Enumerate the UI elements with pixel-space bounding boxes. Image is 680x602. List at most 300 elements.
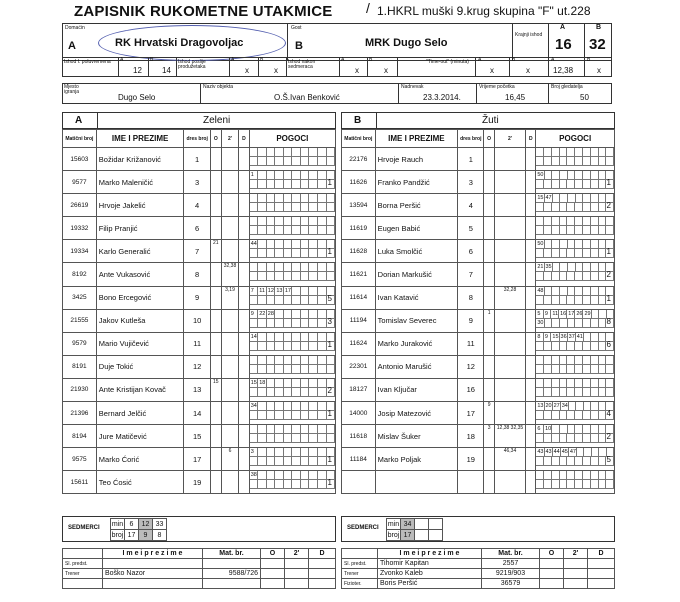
player-mat: 15603 xyxy=(63,148,97,171)
player-number: 7 xyxy=(184,240,210,263)
goal-minute: 43 xyxy=(537,449,544,456)
goal-minute xyxy=(318,217,327,226)
goal-minute xyxy=(544,157,552,166)
player-suspension xyxy=(494,171,525,194)
player-warning xyxy=(484,148,494,171)
team-a-color: Zeleni xyxy=(203,115,231,126)
player-name: Antonio Marušić xyxy=(375,355,457,378)
goal-minute xyxy=(552,217,560,226)
goal-minute xyxy=(301,226,310,235)
hall-value: O.Š.Ivan Benković xyxy=(274,93,340,102)
player-name: Filip Pranjić xyxy=(96,217,184,240)
player-goal-total: 8 xyxy=(606,316,611,326)
mat-header: Matični broj xyxy=(63,130,97,148)
player-row xyxy=(342,240,615,263)
goal-minute xyxy=(318,240,327,249)
rep-b-name: Tihomir Kapitan xyxy=(378,559,482,569)
two-header: 2' xyxy=(494,130,525,148)
goal-minute xyxy=(284,148,293,157)
player-row xyxy=(342,286,615,309)
goal-minute xyxy=(536,471,544,480)
goal-minute xyxy=(301,457,310,466)
goal-minute xyxy=(292,388,301,397)
goal-minute xyxy=(267,272,276,281)
goal-minute xyxy=(575,388,583,397)
goal-minute: 15 xyxy=(250,379,257,386)
halftime-a: 12 xyxy=(133,66,142,75)
player-warning: 15 xyxy=(210,378,221,401)
goal-minute xyxy=(292,379,301,388)
goal-minute xyxy=(575,457,583,466)
date-label: Nadnevak xyxy=(401,84,424,90)
player-warning xyxy=(484,448,494,471)
goal-minute xyxy=(599,411,607,420)
goal-minute xyxy=(560,365,568,374)
goal-minute xyxy=(606,471,614,480)
goal-minute xyxy=(536,411,544,420)
player-warning xyxy=(210,471,221,494)
goal-minute xyxy=(301,425,310,434)
goal-minute xyxy=(292,471,301,480)
goal-minute xyxy=(606,379,614,388)
goal-minute xyxy=(575,365,583,374)
goal-minute xyxy=(309,319,318,328)
goal-minute xyxy=(545,319,553,328)
goal-minute xyxy=(599,296,607,305)
player-suspension xyxy=(494,332,525,355)
physio-b-mat: 36579 xyxy=(482,579,540,589)
goal-minute xyxy=(568,194,576,203)
coach-b-mat: 9219/903 xyxy=(482,569,540,579)
extra-time-label: Ishod poslije produžetaka xyxy=(178,59,206,70)
player-suspension xyxy=(221,240,239,263)
goal-minute: 34 xyxy=(561,403,568,410)
player-goal-total: 1 xyxy=(606,293,611,303)
goal-minute xyxy=(599,457,607,466)
player-name: Mislav Šuker xyxy=(375,425,457,448)
goal-minute xyxy=(275,457,284,466)
goal-minute xyxy=(275,402,284,411)
goal-minute xyxy=(258,157,267,166)
player-row xyxy=(342,448,615,471)
goal-minute xyxy=(258,319,267,328)
d-header: D xyxy=(239,130,249,148)
player-row xyxy=(63,217,336,240)
player-row xyxy=(63,425,336,448)
player-warning: 3 xyxy=(484,425,494,448)
goal-minute xyxy=(267,203,276,212)
goal-minute xyxy=(250,480,259,489)
player-name: Marko Maleničić xyxy=(96,171,184,194)
goal-minute xyxy=(583,471,591,480)
goal-minute xyxy=(301,157,310,166)
goal-minute xyxy=(568,263,576,272)
player-mat xyxy=(342,471,376,494)
goal-minute xyxy=(258,217,267,226)
goal-minute xyxy=(591,249,599,258)
goal-minute xyxy=(567,217,575,226)
goal-minute xyxy=(606,148,614,157)
player-warning xyxy=(484,217,494,240)
goal-minute xyxy=(591,425,599,434)
goal-minute: 21 xyxy=(537,264,544,271)
player-goals xyxy=(249,240,335,263)
goal-minute xyxy=(552,342,560,351)
goal-minute xyxy=(258,272,267,281)
goal-minute xyxy=(560,471,568,480)
goal-minute: 11 xyxy=(552,310,559,317)
goal-minute xyxy=(599,388,607,397)
goal-minute xyxy=(544,379,552,388)
goal-minute xyxy=(250,180,259,189)
player-warning xyxy=(484,194,494,217)
player-number: 8 xyxy=(458,286,484,309)
player-goal-total: 2 xyxy=(606,432,611,442)
goal-minute xyxy=(275,194,284,203)
player-disqual xyxy=(239,448,249,471)
player-number: 5 xyxy=(458,217,484,240)
goal-minute: 3 xyxy=(250,448,259,457)
player-suspension xyxy=(221,378,239,401)
goal-minute xyxy=(292,180,301,189)
goal-minute xyxy=(284,342,293,351)
player-suspension: 6 xyxy=(221,448,239,471)
goal-minute xyxy=(569,402,577,411)
goal-minute: 1 xyxy=(250,171,259,180)
goal-minute xyxy=(552,287,560,296)
goal-minute xyxy=(292,296,301,305)
goal-minute: 5 xyxy=(536,310,543,319)
coach-a-name: Boško Nazor xyxy=(103,569,203,579)
goal-minute xyxy=(583,272,591,281)
place-value: Dugo Selo xyxy=(118,93,156,102)
goal-minute xyxy=(292,148,301,157)
player-goals xyxy=(249,217,335,240)
goal-minute xyxy=(284,425,293,434)
player-mat: 11184 xyxy=(342,448,376,471)
goal-minute: 27 xyxy=(553,403,560,410)
goal-minute xyxy=(591,217,599,226)
goal-minute xyxy=(591,411,599,420)
goal-minute xyxy=(583,342,591,351)
goal-minute xyxy=(591,434,599,443)
goal-minute: 35 xyxy=(545,264,552,271)
player-suspension xyxy=(494,402,525,425)
goal-minute xyxy=(606,157,614,166)
goal-minute xyxy=(536,457,544,466)
goal-minute xyxy=(309,180,318,189)
player-warning xyxy=(210,425,221,448)
goal-minute xyxy=(599,356,607,365)
goal-minute xyxy=(327,217,336,226)
player-suspension xyxy=(221,171,239,194)
player-row xyxy=(63,263,336,286)
player-mat: 19332 xyxy=(63,217,97,240)
player-warning xyxy=(210,402,221,425)
goal-minute xyxy=(267,448,276,457)
goal-minute xyxy=(583,157,591,166)
goal-minute xyxy=(250,411,259,420)
goal-minute: 30 xyxy=(537,319,544,326)
player-goals xyxy=(249,378,335,401)
goal-minute xyxy=(552,240,560,249)
goal-minute xyxy=(292,240,301,249)
timeout-label: "Time-out" (minuta) xyxy=(426,59,469,65)
goal-minute xyxy=(560,425,568,434)
player-goal-total: 5 xyxy=(606,455,611,465)
goal-minute xyxy=(292,457,301,466)
goal-minute xyxy=(560,249,568,258)
timeout-a1: x xyxy=(490,66,494,75)
team-b-penalties: min 34 broj 17 xyxy=(386,518,443,541)
goal-minute xyxy=(309,434,318,443)
goal-minute xyxy=(275,296,284,305)
goal-minute xyxy=(250,388,259,397)
player-number: 12 xyxy=(458,355,484,378)
goal-minute xyxy=(309,365,318,374)
goal-minute xyxy=(318,310,327,319)
goal-minute xyxy=(583,388,591,397)
goal-minute xyxy=(560,379,568,388)
player-goals xyxy=(536,355,615,378)
goal-minute xyxy=(536,157,544,166)
goal-minute xyxy=(301,203,310,212)
goal-minute xyxy=(599,448,606,457)
goal-minute xyxy=(284,296,293,305)
goal-minute: 37 xyxy=(568,333,575,340)
goal-minute xyxy=(567,203,575,212)
goal-minute xyxy=(583,171,591,180)
goal-minute xyxy=(318,425,327,434)
goal-minute xyxy=(258,448,267,457)
goal-minute xyxy=(560,171,568,180)
goal-minute xyxy=(275,333,284,342)
goal-minute xyxy=(583,434,591,443)
goal-minute xyxy=(292,217,301,226)
goal-minute xyxy=(284,457,293,466)
goal-minute xyxy=(309,249,318,258)
goal-minute xyxy=(318,319,327,328)
goal-minute xyxy=(553,194,561,203)
goal-minute xyxy=(309,356,318,365)
player-mat: 9579 xyxy=(63,332,97,355)
player-suspension xyxy=(221,217,239,240)
goal-minute xyxy=(591,296,599,305)
goal-minute xyxy=(536,296,544,305)
player-disqual xyxy=(526,378,536,401)
goal-minute xyxy=(284,388,293,397)
player-goals xyxy=(249,148,335,171)
player-mat: 22301 xyxy=(342,355,376,378)
goal-minute xyxy=(258,171,267,180)
goal-minute xyxy=(552,148,560,157)
goal-minute xyxy=(284,263,293,272)
goal-minute xyxy=(292,333,301,342)
goal-minute xyxy=(560,157,568,166)
player-goals xyxy=(536,240,615,263)
team-b-color: Žuti xyxy=(482,115,499,126)
goal-minute xyxy=(575,434,583,443)
goal-minute xyxy=(567,249,575,258)
goal-minute xyxy=(275,203,284,212)
goal-minute xyxy=(591,388,599,397)
player-goal-total: 4 xyxy=(606,409,611,419)
player-number: 10 xyxy=(184,309,210,332)
player-name: Duje Tokić xyxy=(96,355,184,378)
goal-minute xyxy=(292,157,301,166)
player-name: Ivan Katavić xyxy=(375,286,457,309)
goal-minute xyxy=(552,356,560,365)
goal-minute xyxy=(318,194,327,203)
player-suspension xyxy=(221,309,239,332)
goal-minute: 15 xyxy=(552,333,559,340)
goal-minute xyxy=(567,471,575,480)
after-a: x xyxy=(355,66,359,75)
goal-minute xyxy=(575,226,583,235)
player-name: Jakov Kutleša xyxy=(96,309,184,332)
player-suspension xyxy=(494,471,525,494)
goal-minute xyxy=(544,388,552,397)
player-number: 17 xyxy=(458,402,484,425)
goal-minute xyxy=(552,434,560,443)
player-goals xyxy=(249,194,335,217)
goal-minute xyxy=(275,471,284,480)
goal-minute xyxy=(284,411,293,420)
player-number: 12 xyxy=(184,355,210,378)
player-goals xyxy=(536,171,615,194)
goal-minute xyxy=(599,148,607,157)
player-suspension xyxy=(494,263,525,286)
goal-minute xyxy=(258,148,267,157)
goal-minute xyxy=(583,263,591,272)
goal-minute xyxy=(536,203,544,212)
goal-minute xyxy=(536,480,544,489)
player-goals xyxy=(249,355,335,378)
team-a-penalties: min 6 12 33 broj 17 9 8 xyxy=(110,518,167,541)
player-number: 19 xyxy=(458,448,484,471)
player-disqual xyxy=(526,240,536,263)
goal-minute xyxy=(301,240,310,249)
goal-minute xyxy=(583,457,591,466)
goal-minute xyxy=(292,356,301,365)
player-goals xyxy=(249,471,335,494)
goal-minute xyxy=(284,434,293,443)
goal-minute xyxy=(544,296,552,305)
player-name: Marko Poljak xyxy=(375,448,457,471)
player-suspension xyxy=(221,148,239,171)
player-mat: 9577 xyxy=(63,171,97,194)
goal-minute xyxy=(536,180,544,189)
player-name xyxy=(375,471,457,494)
goal-minute xyxy=(567,296,575,305)
player-warning: 1 xyxy=(484,309,494,332)
player-name: Bernard Jelčić xyxy=(96,402,184,425)
goal-minute xyxy=(544,148,552,157)
goal-minute xyxy=(591,263,599,272)
player-mat: 8191 xyxy=(63,355,97,378)
goal-minute: 45 xyxy=(561,449,568,456)
player-row xyxy=(342,355,615,378)
goal-minute: 8 xyxy=(536,333,544,342)
player-goals xyxy=(536,309,615,332)
goal-minute: 15 xyxy=(537,195,544,202)
goal-minute xyxy=(267,471,276,480)
goal-minute xyxy=(544,434,552,443)
player-goal-total: 1 xyxy=(606,178,611,188)
player-disqual xyxy=(239,378,249,401)
goal-minute xyxy=(583,203,591,212)
player-name: Hrvoje Rauch xyxy=(375,148,457,171)
goal-minute xyxy=(301,287,310,296)
player-name: Teo Ćosić xyxy=(96,471,184,494)
goal-minute xyxy=(575,425,583,434)
hall-label: Naziv objekta xyxy=(203,84,234,90)
player-mat: 8192 xyxy=(63,263,97,286)
goal-minute xyxy=(327,272,336,281)
goal-minute xyxy=(284,157,293,166)
goal-minute xyxy=(552,425,560,434)
two-header: 2' xyxy=(221,130,239,148)
timeout-a2: 12,38 xyxy=(553,66,574,75)
goal-minute xyxy=(301,480,310,489)
goal-minute xyxy=(536,365,544,374)
player-suspension xyxy=(494,194,525,217)
goal-minute xyxy=(318,388,327,397)
goal-minute xyxy=(591,342,599,351)
player-goals xyxy=(249,448,335,471)
goal-minute: 9 xyxy=(250,310,259,319)
goal-minute xyxy=(275,411,284,420)
goal-minute xyxy=(575,180,583,189)
goal-minute xyxy=(250,203,259,212)
guest-label: Gost xyxy=(291,25,302,31)
player-number: 4 xyxy=(458,194,484,217)
goal-minute xyxy=(258,388,267,397)
goal-minute xyxy=(250,434,259,443)
goal-minute xyxy=(250,425,259,434)
goal-minute xyxy=(318,226,327,235)
goal-minute xyxy=(292,171,301,180)
goal-minute xyxy=(301,180,310,189)
goal-minute xyxy=(567,272,575,281)
team-b-roster xyxy=(341,129,615,494)
goal-minute: 41 xyxy=(576,333,583,340)
goal-minute xyxy=(599,157,607,166)
player-row xyxy=(63,148,336,171)
goal-minute xyxy=(275,240,284,249)
goal-minute xyxy=(327,263,336,272)
player-number xyxy=(458,471,484,494)
place-label: Mjesto igranja xyxy=(64,84,80,95)
goal-minute xyxy=(575,203,583,212)
goal-minute xyxy=(583,194,591,203)
goal-minute xyxy=(267,342,276,351)
player-disqual xyxy=(526,402,536,425)
player-goal-total: 1 xyxy=(606,247,611,257)
goal-minute xyxy=(267,333,276,342)
goal-minute xyxy=(606,226,614,235)
halftime-b: 14 xyxy=(162,66,171,75)
player-suspension xyxy=(494,309,525,332)
goal-minute xyxy=(536,217,544,226)
goal-minute xyxy=(544,356,552,365)
guest-letter: B xyxy=(295,40,303,52)
goal-minute xyxy=(309,226,318,235)
goal-minute xyxy=(599,379,607,388)
goal-minute xyxy=(284,319,293,328)
goal-minute xyxy=(309,379,318,388)
player-warning xyxy=(210,217,221,240)
